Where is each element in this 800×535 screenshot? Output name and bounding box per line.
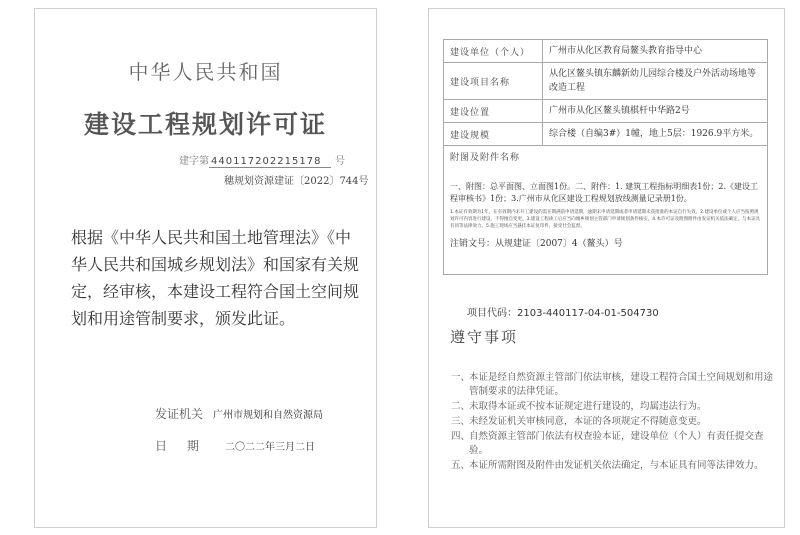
row-value: 综合楼（自编3#）1幢，地上5层：1926.9平方米。 bbox=[543, 123, 768, 146]
sub-certificate-number: 穗规划资源建证〔2022〕744号 bbox=[224, 176, 369, 187]
cancellation-doc-number: 注销文号：从规建证〔2007〕4（鳌头）号 bbox=[450, 239, 623, 249]
permit-title: 建设工程规划许可证 bbox=[83, 110, 327, 139]
attachments-row bbox=[444, 146, 768, 275]
cert-suffix: 号 bbox=[335, 156, 345, 167]
project-code: 项目代码：2103-440117-04-01-504730 bbox=[467, 308, 659, 319]
issuing-authority bbox=[155, 405, 323, 422]
certificate-number bbox=[179, 152, 345, 168]
row-label: 建设单位（个人） bbox=[444, 40, 543, 63]
list-item: 二、 未取得本证或不按本证规定进行建设的，均属违法行为。 bbox=[451, 401, 707, 412]
row-label: 建设位置 bbox=[444, 100, 543, 123]
row-label: 建设项目名称 bbox=[444, 63, 543, 100]
list-item: 三、 未经发证机关审核同意，本证的各项规定不得随意变更。 bbox=[451, 416, 707, 427]
issuer-label: 发证机关 bbox=[155, 407, 204, 421]
table-row bbox=[444, 63, 768, 100]
attachments-cell bbox=[444, 146, 768, 275]
observance-title: 遵守事项 bbox=[450, 328, 519, 346]
date-label: 日期 bbox=[155, 439, 220, 453]
row-value: 广州市从化区鳌头镇棋杆中华路2号 bbox=[543, 100, 768, 123]
list-item: 四、 自然资源主管部门依法有权查验本证，建设单位（个人）有责任提交查验。 bbox=[451, 431, 764, 456]
issue-date bbox=[155, 437, 315, 454]
attachments-fine-print: 1.本证有效期为1年，在有效期内未开工建设的需在期满前申请延期，逾期未申请延期或者申请延期未获批准的本证自行失效。2.建设单位或个人应当按照规划许可内容进行建设，不得擅自变更。3.建设工程竣工后应当向城乡规划主管部门申请规划条件核实。4.本许可证及附图附件由发证机关依法确定，与本证具有同等法律效力。5.施工现场应当悬挂本证复印件，接受社会监督。 bbox=[450, 210, 761, 229]
observance-list bbox=[451, 371, 773, 474]
list-item: 五、 本证所需附图及附件由发证机关依法确定，与本证具有同等法律效力。 bbox=[451, 460, 764, 471]
attachments-list: 一、附图：总平面图、立面图1份。二、附件：1. 建筑工程指标明细表1份；2.《建设工程审核书》1份；3.广州市从化区建设工程规划放线测量记录册1份。 bbox=[450, 182, 758, 203]
permit-details-table bbox=[443, 39, 768, 275]
table-row bbox=[444, 100, 768, 123]
country-name: 中华人民共和国 bbox=[128, 60, 283, 84]
list-item: 一、 本证是经自然资源主管部门依法审核，建设工程符合国土空间规划和用途管制要求的法律凭证。 bbox=[451, 372, 774, 397]
table-row bbox=[444, 123, 768, 146]
table-row bbox=[444, 40, 768, 63]
attachments-label: 附图及附件名称 bbox=[450, 153, 521, 163]
date-value: 二〇二二年三月二日 bbox=[225, 442, 316, 453]
row-value: 广州市从化区教育局鳌头教育指导中心 bbox=[543, 40, 768, 63]
permit-body-text: 根据《中华人民共和国土地管理法》《中华人民共和国城乡规划法》和国家有关规定，经审核，本建设工程符合国土空间规划和用途管制要求，颁发此证。 bbox=[71, 228, 360, 328]
cert-prefix: 建字第 bbox=[179, 156, 209, 167]
issuer-value: 广州市规划和自然资源局 bbox=[213, 410, 324, 421]
permit-left-page bbox=[34, 8, 377, 528]
cert-number-value: 440117202215178 bbox=[209, 156, 331, 168]
permit-right-page bbox=[428, 8, 785, 528]
row-label: 建设规模 bbox=[444, 123, 543, 146]
row-value: 从化区鳌头镇东麟新幼儿园综合楼及户外活动场地等改造工程 bbox=[543, 63, 768, 100]
